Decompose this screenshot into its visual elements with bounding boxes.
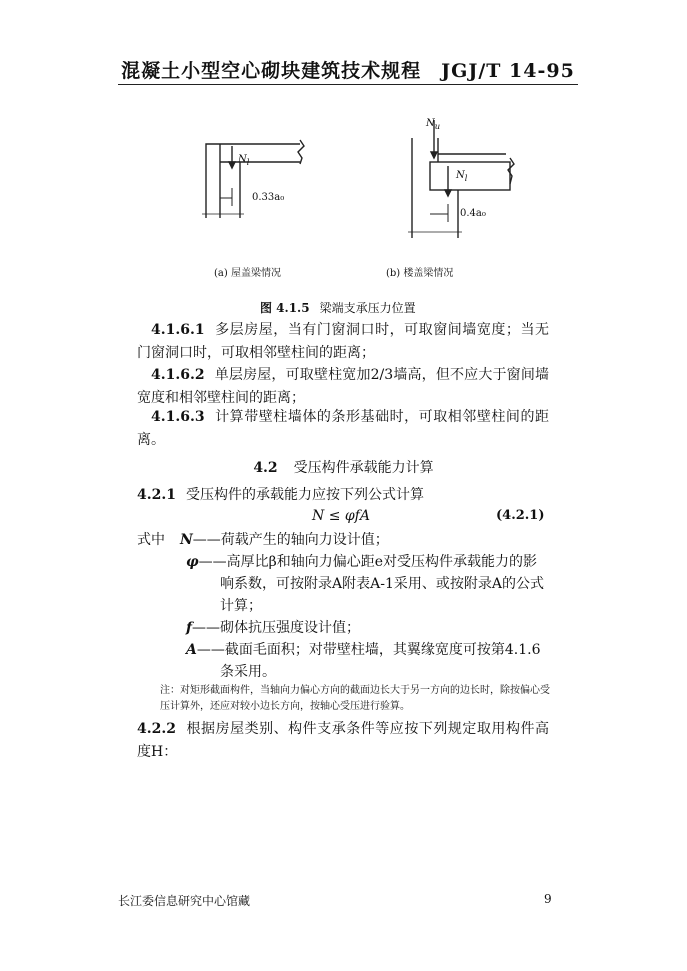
definition-text: ——高厚比β和轴向力偏心距e对受压构件承载能力的影响系数，可按附录A附表A-1采用、或按附录A的公式计算； bbox=[198, 554, 544, 614]
right-top-force-arrowhead bbox=[431, 152, 437, 158]
running-header: 混凝土小型空心砌块建筑技术规程 JGJ/T 14-95 bbox=[121, 60, 575, 82]
definition-A bbox=[186, 639, 550, 683]
left-diagram-caption: (a) 屋盖梁情况 bbox=[214, 268, 281, 279]
section-title: 受压构件承载能力计算 bbox=[293, 460, 434, 476]
right-diagram-caption: (b) 楼盖梁情况 bbox=[386, 268, 454, 279]
beam-support-diagram bbox=[190, 118, 550, 278]
definition-symbol: A bbox=[186, 642, 197, 658]
clause-4-1-6-2 bbox=[137, 364, 549, 410]
right-force-label: $N_l$ bbox=[456, 170, 468, 183]
figure-caption bbox=[260, 299, 416, 316]
formula-4-2-1: N ≤ φfA bbox=[312, 508, 370, 524]
clause-number: 4.2.1 bbox=[137, 487, 176, 503]
figure-4-1-5 bbox=[190, 118, 550, 278]
definition-text: ——截面毛面积；对带壁柱墙，其翼缘宽度可按第4.1.6条采用。 bbox=[196, 642, 541, 680]
right-force-arrowhead bbox=[445, 190, 451, 196]
left-force-arrowhead bbox=[229, 162, 235, 168]
clause-number: 4.1.6.2 bbox=[151, 367, 205, 383]
definition-text: ——砌体抗压强度设计值； bbox=[192, 620, 361, 636]
definition-symbol: f bbox=[186, 620, 193, 636]
figure-number: 图 4.1.5 bbox=[260, 301, 310, 315]
figure-title: 梁端支承压力位置 bbox=[319, 301, 416, 315]
formula-number: (4.2.1) bbox=[496, 508, 545, 523]
left-diagram-roof-beam bbox=[202, 140, 304, 218]
definition-symbol: N bbox=[180, 532, 193, 548]
section-number: 4.2 bbox=[253, 460, 278, 476]
clause-text: 单层房屋，可取壁柱宽加2/3墙高，但不应大于窗间墙宽度和相邻壁柱间的距离； bbox=[137, 367, 549, 406]
left-force-label: $N_l$ bbox=[238, 154, 250, 167]
clause-4-1-6-1 bbox=[137, 319, 549, 365]
clause-4-2-2 bbox=[137, 718, 549, 764]
page-number: 9 bbox=[544, 892, 552, 906]
clause-text: 计算带壁柱墙体的条形基础时，可取相邻壁柱间的距离。 bbox=[137, 409, 549, 448]
definition-f bbox=[186, 617, 550, 639]
definitions-intro: 式中 bbox=[137, 532, 165, 548]
definition-symbol: φ bbox=[186, 554, 199, 570]
right-top-force-label: $N_u$ bbox=[426, 118, 441, 131]
header-rule bbox=[118, 84, 578, 85]
clause-number: 4.2.2 bbox=[137, 721, 176, 737]
note: 注：对矩形截面构件，当轴向力偏心方向的截面边长大于另一方向的边长时，除按偏心受压计算外，还应对较小边长方向，按轴心受压进行验算。 bbox=[160, 685, 550, 712]
left-dim-label: 0.33a₀ bbox=[252, 192, 285, 203]
clause-text: 多层房屋，当有门窗洞口时，可取窗间墙宽度；当无门窗洞口时，可取相邻壁柱间的距离； bbox=[137, 322, 549, 361]
clause-number: 4.1.6.1 bbox=[151, 322, 205, 338]
definition-text: ——荷载产生的轴向力设计值； bbox=[192, 532, 389, 548]
clause-text: 受压构件的承载能力应按下列公式计算 bbox=[185, 487, 424, 503]
clause-text: 根据房屋类别、构件支承条件等应按下列规定取用构件高度H： bbox=[137, 721, 549, 760]
right-beam bbox=[430, 162, 510, 190]
definition-phi bbox=[186, 551, 550, 617]
clause-number: 4.1.6.3 bbox=[151, 409, 205, 425]
section-heading-4-2 bbox=[0, 457, 687, 477]
clause-4-1-6-3 bbox=[137, 406, 549, 452]
footer-collection: 长江委信息研究中心馆藏 bbox=[118, 894, 251, 908]
clause-4-2-1 bbox=[137, 484, 549, 507]
definition-N bbox=[180, 529, 550, 551]
right-dim-label: 0.4a₀ bbox=[460, 208, 486, 219]
